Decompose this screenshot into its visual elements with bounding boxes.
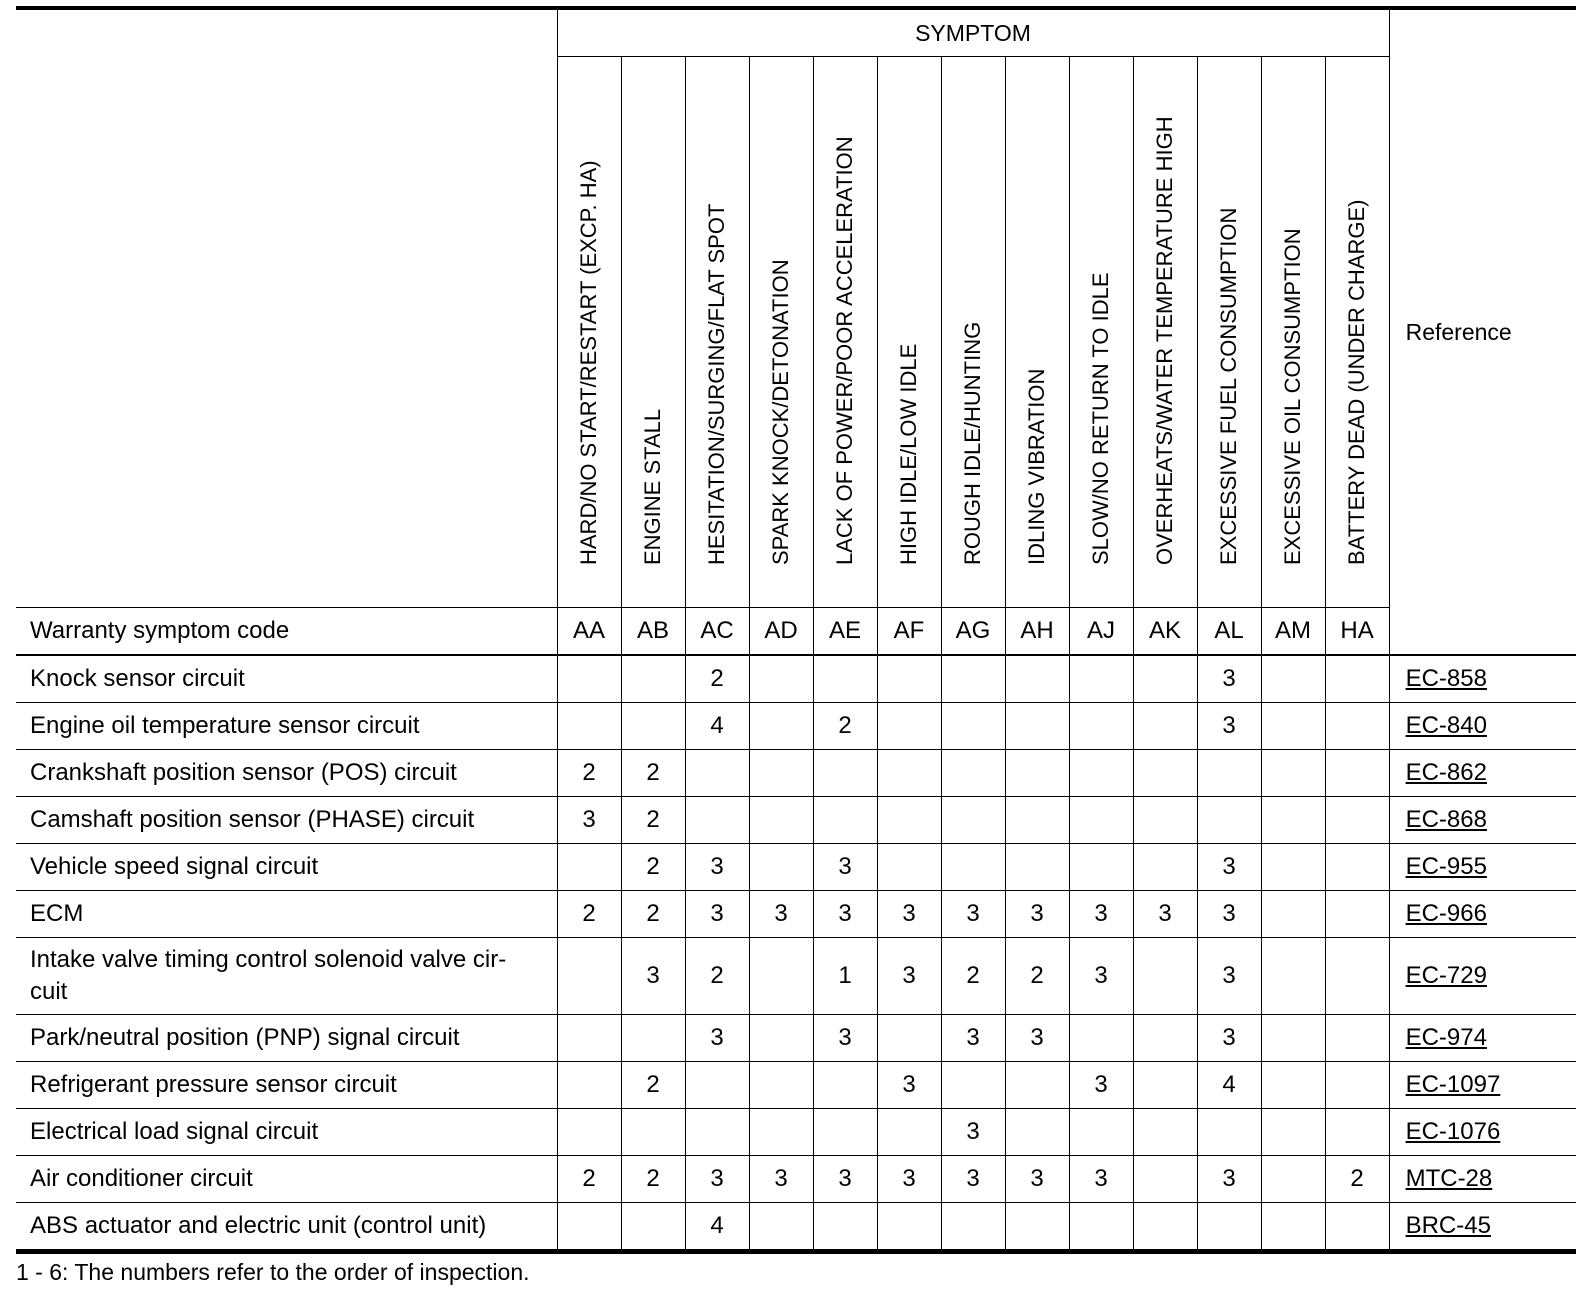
inspection-order-cell	[1261, 891, 1325, 938]
inspection-order-cell	[941, 655, 1005, 703]
reference-link[interactable]: EC-840	[1405, 712, 1487, 739]
symptom-column-header	[1069, 57, 1133, 608]
inspection-order-cell: 3	[749, 1156, 813, 1203]
inspection-order-cell: 3	[877, 891, 941, 938]
inspection-order-cell: 2	[941, 938, 1005, 1015]
inspection-order-cell: 3	[621, 938, 685, 1015]
inspection-order-cell	[1325, 797, 1389, 844]
inspection-order-cell	[877, 797, 941, 844]
inspection-order-cell: 1	[813, 938, 877, 1015]
reference-cell	[1389, 891, 1576, 938]
inspection-order-cell	[1133, 1203, 1197, 1250]
row-item-label: Air conditioner circuit	[16, 1156, 557, 1203]
inspection-order-cell	[1069, 1015, 1133, 1062]
inspection-order-cell	[941, 750, 1005, 797]
symptom-name: EXCESSIVE FUEL CONSUMPTION	[1216, 207, 1241, 565]
symptom-code: AF	[877, 608, 941, 656]
inspection-order-cell	[877, 655, 941, 703]
inspection-order-cell: 3	[1069, 1156, 1133, 1203]
symptom-name: ROUGH IDLE/HUNTING	[960, 321, 985, 565]
inspection-order-cell	[749, 1062, 813, 1109]
inspection-order-cell: 3	[877, 938, 941, 1015]
reference-cell	[1389, 750, 1576, 797]
inspection-order-cell: 3	[1197, 655, 1261, 703]
inspection-order-cell	[1069, 844, 1133, 891]
inspection-order-cell	[749, 844, 813, 891]
reference-link[interactable]: BRC-45	[1405, 1212, 1491, 1239]
row-item-label: Park/neutral position (PNP) signal circuit	[16, 1015, 557, 1062]
symptom-code: AG	[941, 608, 1005, 656]
symptom-name: LACK OF POWER/POOR ACCELERATION	[832, 136, 857, 565]
symptom-name: ENGINE STALL	[640, 408, 665, 565]
reference-cell	[1389, 938, 1576, 1015]
inspection-order-cell	[557, 655, 621, 703]
symptom-name: BATTERY DEAD (UNDER CHARGE)	[1344, 199, 1370, 565]
inspection-order-cell: 3	[1197, 703, 1261, 750]
inspection-order-cell	[813, 1062, 877, 1109]
inspection-order-cell	[1069, 655, 1133, 703]
inspection-order-cell	[557, 844, 621, 891]
table-row	[16, 703, 1576, 750]
inspection-order-cell	[1005, 1203, 1069, 1250]
row-item-label: Vehicle speed signal circuit	[16, 844, 557, 891]
inspection-order-cell: 2	[685, 655, 749, 703]
symptom-name: IDLING VIBRATION	[1024, 368, 1049, 565]
inspection-order-cell: 2	[1005, 938, 1069, 1015]
table-row	[16, 891, 1576, 938]
inspection-order-cell	[1133, 750, 1197, 797]
inspection-order-cell: 2	[621, 1062, 685, 1109]
symptom-header: SYMPTOM	[557, 10, 1389, 57]
table-row	[16, 1015, 1576, 1062]
row-item-label: Refrigerant pressure sensor circuit	[16, 1062, 557, 1109]
inspection-order-cell: 2	[1325, 1156, 1389, 1203]
inspection-order-cell: 3	[1005, 891, 1069, 938]
inspection-order-cell	[1133, 655, 1197, 703]
reference-link[interactable]: EC-955	[1405, 853, 1487, 880]
row-item-label: ABS actuator and electric unit (control unit)	[16, 1203, 557, 1250]
table-row	[16, 655, 1576, 703]
inspection-order-cell	[1133, 1109, 1197, 1156]
symptom-code: AE	[813, 608, 877, 656]
symptom-column-header	[685, 57, 749, 608]
inspection-order-cell	[1325, 1062, 1389, 1109]
inspection-order-cell	[1261, 1015, 1325, 1062]
inspection-order-cell	[1325, 703, 1389, 750]
inspection-order-cell	[813, 797, 877, 844]
inspection-order-cell	[1261, 1109, 1325, 1156]
inspection-order-cell: 3	[813, 844, 877, 891]
inspection-order-cell	[1069, 703, 1133, 750]
symptom-column-header	[877, 57, 941, 608]
inspection-order-cell	[1133, 1015, 1197, 1062]
inspection-order-cell	[1261, 797, 1325, 844]
table-row	[16, 1109, 1576, 1156]
inspection-order-cell	[1325, 750, 1389, 797]
inspection-order-cell	[1133, 844, 1197, 891]
inspection-order-cell	[1069, 750, 1133, 797]
inspection-order-cell	[1325, 1109, 1389, 1156]
inspection-order-cell: 3	[813, 1015, 877, 1062]
symptom-column-header	[813, 57, 877, 608]
inspection-order-cell	[1005, 1109, 1069, 1156]
symptom-column-header	[1133, 57, 1197, 608]
inspection-order-cell	[1261, 655, 1325, 703]
reference-cell	[1389, 844, 1576, 891]
inspection-order-cell	[877, 703, 941, 750]
row-item-label: Camshaft position sensor (PHASE) circuit	[16, 797, 557, 844]
inspection-order-cell	[621, 655, 685, 703]
inspection-order-cell	[1261, 1203, 1325, 1250]
inspection-order-cell	[1325, 891, 1389, 938]
inspection-order-cell	[813, 1109, 877, 1156]
inspection-order-cell	[749, 1203, 813, 1250]
inspection-order-cell: 3	[1133, 891, 1197, 938]
footnote: 1 - 6: The numbers refer to the order of inspection.	[16, 1259, 530, 1285]
reference-cell	[1389, 1156, 1576, 1203]
symptom-code: AH	[1005, 608, 1069, 656]
inspection-order-cell: 3	[685, 1156, 749, 1203]
reference-link[interactable]: EC-966	[1405, 900, 1487, 927]
inspection-order-cell	[941, 703, 1005, 750]
inspection-order-cell	[1069, 797, 1133, 844]
symptom-column-header	[749, 57, 813, 608]
inspection-order-cell: 3	[685, 891, 749, 938]
reference-link[interactable]: EC-868	[1405, 806, 1487, 833]
inspection-order-cell	[1197, 1109, 1261, 1156]
inspection-order-cell: 3	[877, 1062, 941, 1109]
inspection-order-cell	[1005, 797, 1069, 844]
inspection-order-cell	[1005, 703, 1069, 750]
inspection-order-cell	[557, 703, 621, 750]
inspection-order-cell	[1197, 750, 1261, 797]
symptom-code: AD	[749, 608, 813, 656]
inspection-order-cell	[1325, 844, 1389, 891]
symptom-code: AA	[557, 608, 621, 656]
row-item-label: Knock sensor circuit	[16, 655, 557, 703]
inspection-order-cell: 4	[685, 703, 749, 750]
symptom-name: HARD/NO START/RESTART (EXCP. HA)	[576, 160, 601, 565]
inspection-order-cell: 4	[685, 1203, 749, 1250]
reference-header: Reference	[1389, 10, 1576, 655]
inspection-order-cell	[1133, 1156, 1197, 1203]
row-item-label: Crankshaft position sensor (POS) circuit	[16, 750, 557, 797]
inspection-order-cell: 3	[1069, 891, 1133, 938]
symptom-column-header	[1325, 57, 1389, 608]
symptom-code: AJ	[1069, 608, 1133, 656]
corner-cell	[16, 10, 557, 608]
symptom-name: HESITATION/SURGING/FLAT SPOT	[704, 203, 729, 565]
inspection-order-cell	[1069, 1109, 1133, 1156]
inspection-order-cell	[877, 1203, 941, 1250]
inspection-order-cell: 2	[813, 703, 877, 750]
inspection-order-cell: 3	[941, 1015, 1005, 1062]
inspection-order-cell	[1005, 1062, 1069, 1109]
symptom-column-header	[941, 57, 1005, 608]
inspection-order-cell	[685, 1062, 749, 1109]
inspection-order-cell	[1261, 750, 1325, 797]
symptom-name: EXCESSIVE OIL CONSUMPTION	[1280, 228, 1305, 565]
reference-cell	[1389, 797, 1576, 844]
inspection-order-cell	[749, 797, 813, 844]
inspection-order-cell: 3	[1069, 1062, 1133, 1109]
inspection-order-cell	[877, 1015, 941, 1062]
inspection-order-cell: 3	[1005, 1015, 1069, 1062]
inspection-order-cell	[1133, 797, 1197, 844]
inspection-order-cell	[749, 655, 813, 703]
table-row	[16, 1203, 1576, 1250]
reference-cell	[1389, 1203, 1576, 1250]
inspection-order-cell	[621, 1109, 685, 1156]
reference-link[interactable]: EC-729	[1405, 962, 1487, 989]
inspection-order-cell: 2	[557, 891, 621, 938]
inspection-order-cell	[557, 1015, 621, 1062]
inspection-order-cell: 3	[1197, 1015, 1261, 1062]
table-row	[16, 750, 1576, 797]
reference-cell	[1389, 703, 1576, 750]
inspection-order-cell	[1197, 1203, 1261, 1250]
symptom-column-header	[557, 57, 621, 608]
reference-cell	[1389, 1015, 1576, 1062]
symptom-column-header	[1261, 57, 1325, 608]
inspection-order-cell: 4	[1197, 1062, 1261, 1109]
inspection-order-cell: 2	[621, 750, 685, 797]
inspection-order-cell	[1261, 844, 1325, 891]
inspection-order-cell	[1133, 703, 1197, 750]
inspection-order-cell: 2	[621, 891, 685, 938]
inspection-order-cell	[685, 750, 749, 797]
inspection-order-cell	[685, 797, 749, 844]
inspection-order-cell	[1069, 1203, 1133, 1250]
inspection-order-cell: 3	[557, 797, 621, 844]
symptom-matrix	[16, 6, 1576, 1286]
inspection-order-cell: 2	[621, 1156, 685, 1203]
table-row	[16, 797, 1576, 844]
row-item-label: Electrical load signal circuit	[16, 1109, 557, 1156]
inspection-order-cell	[749, 938, 813, 1015]
table-row	[16, 938, 1576, 1015]
inspection-order-cell: 2	[621, 844, 685, 891]
inspection-order-cell: 3	[1005, 1156, 1069, 1203]
inspection-order-cell: 3	[877, 1156, 941, 1203]
reference-cell	[1389, 1109, 1576, 1156]
inspection-order-cell	[749, 1015, 813, 1062]
inspection-order-cell	[621, 1203, 685, 1250]
reference-link[interactable]: EC-974	[1405, 1024, 1487, 1051]
inspection-order-cell: 2	[557, 1156, 621, 1203]
inspection-order-cell	[1325, 1203, 1389, 1250]
inspection-order-cell	[1005, 750, 1069, 797]
warranty-code-label: Warranty symptom code	[16, 608, 557, 656]
inspection-order-cell	[557, 938, 621, 1015]
symptom-code: AK	[1133, 608, 1197, 656]
inspection-order-cell	[813, 750, 877, 797]
inspection-order-cell	[941, 797, 1005, 844]
inspection-order-cell: 2	[557, 750, 621, 797]
reference-link[interactable]: MTC-28	[1405, 1165, 1493, 1192]
reference-link[interactable]: EC-858	[1405, 665, 1487, 692]
inspection-order-cell: 2	[621, 797, 685, 844]
inspection-order-cell: 3	[1069, 938, 1133, 1015]
inspection-order-cell	[1325, 655, 1389, 703]
inspection-order-cell: 3	[941, 1156, 1005, 1203]
inspection-order-cell: 3	[1197, 1156, 1261, 1203]
symptom-code: AB	[621, 608, 685, 656]
inspection-order-cell	[621, 1015, 685, 1062]
inspection-order-cell: 3	[813, 1156, 877, 1203]
inspection-order-cell	[1261, 1156, 1325, 1203]
symptom-name: OVERHEATS/WATER TEMPERATURE HIGH	[1152, 116, 1177, 565]
inspection-order-cell	[1197, 797, 1261, 844]
inspection-order-cell: 3	[1197, 938, 1261, 1015]
row-item-label: Engine oil temperature sensor circuit	[16, 703, 557, 750]
inspection-order-cell	[877, 1109, 941, 1156]
inspection-order-cell	[941, 1203, 1005, 1250]
symptom-name: SLOW/NO RETURN TO IDLE	[1088, 272, 1113, 565]
inspection-order-cell	[557, 1062, 621, 1109]
inspection-order-cell	[941, 844, 1005, 891]
reference-link[interactable]: EC-1076	[1405, 1118, 1501, 1145]
inspection-order-cell: 3	[685, 1015, 749, 1062]
inspection-order-cell	[1325, 1015, 1389, 1062]
reference-link[interactable]: EC-862	[1405, 759, 1487, 786]
inspection-order-cell	[1005, 655, 1069, 703]
bottom-rule	[16, 1249, 1576, 1254]
row-item-label: Intake valve timing control solenoid valve cir- cuit	[16, 938, 557, 1015]
inspection-order-cell	[877, 750, 941, 797]
reference-cell	[1389, 655, 1576, 703]
inspection-order-cell	[1133, 938, 1197, 1015]
inspection-order-cell: 3	[685, 844, 749, 891]
symptom-column-header	[1197, 57, 1261, 608]
inspection-order-cell: 3	[749, 891, 813, 938]
inspection-order-cell	[685, 1109, 749, 1156]
inspection-order-cell: 3	[1197, 844, 1261, 891]
inspection-order-cell: 3	[941, 1109, 1005, 1156]
inspection-order-cell	[813, 1203, 877, 1250]
inspection-order-cell	[749, 703, 813, 750]
inspection-order-cell	[749, 750, 813, 797]
inspection-order-cell	[877, 844, 941, 891]
inspection-order-cell	[1325, 938, 1389, 1015]
symptom-table	[16, 10, 1576, 1249]
table-row	[16, 844, 1576, 891]
symptom-code: HA	[1325, 608, 1389, 656]
symptom-name: HIGH IDLE/LOW IDLE	[896, 343, 921, 565]
inspection-order-cell	[1005, 844, 1069, 891]
reference-cell	[1389, 1062, 1576, 1109]
inspection-order-cell: 3	[813, 891, 877, 938]
inspection-order-cell	[1133, 1062, 1197, 1109]
inspection-order-cell: 3	[1197, 891, 1261, 938]
inspection-order-cell	[1261, 938, 1325, 1015]
symptom-code: AC	[685, 608, 749, 656]
inspection-order-cell	[1261, 1062, 1325, 1109]
inspection-order-cell: 3	[941, 891, 1005, 938]
symptom-code: AM	[1261, 608, 1325, 656]
inspection-order-cell	[1261, 703, 1325, 750]
inspection-order-cell: 2	[685, 938, 749, 1015]
symptom-column-header	[1005, 57, 1069, 608]
table-row	[16, 1156, 1576, 1203]
inspection-order-cell	[941, 1062, 1005, 1109]
table-row	[16, 1062, 1576, 1109]
row-item-label: ECM	[16, 891, 557, 938]
symptom-name: SPARK KNOCK/DETONATION	[768, 259, 793, 565]
inspection-order-cell	[813, 655, 877, 703]
inspection-order-cell	[749, 1109, 813, 1156]
reference-link[interactable]: EC-1097	[1405, 1071, 1501, 1098]
inspection-order-cell	[557, 1109, 621, 1156]
symptom-column-header	[621, 57, 685, 608]
inspection-order-cell	[621, 703, 685, 750]
symptom-code: AL	[1197, 608, 1261, 656]
inspection-order-cell	[557, 1203, 621, 1250]
